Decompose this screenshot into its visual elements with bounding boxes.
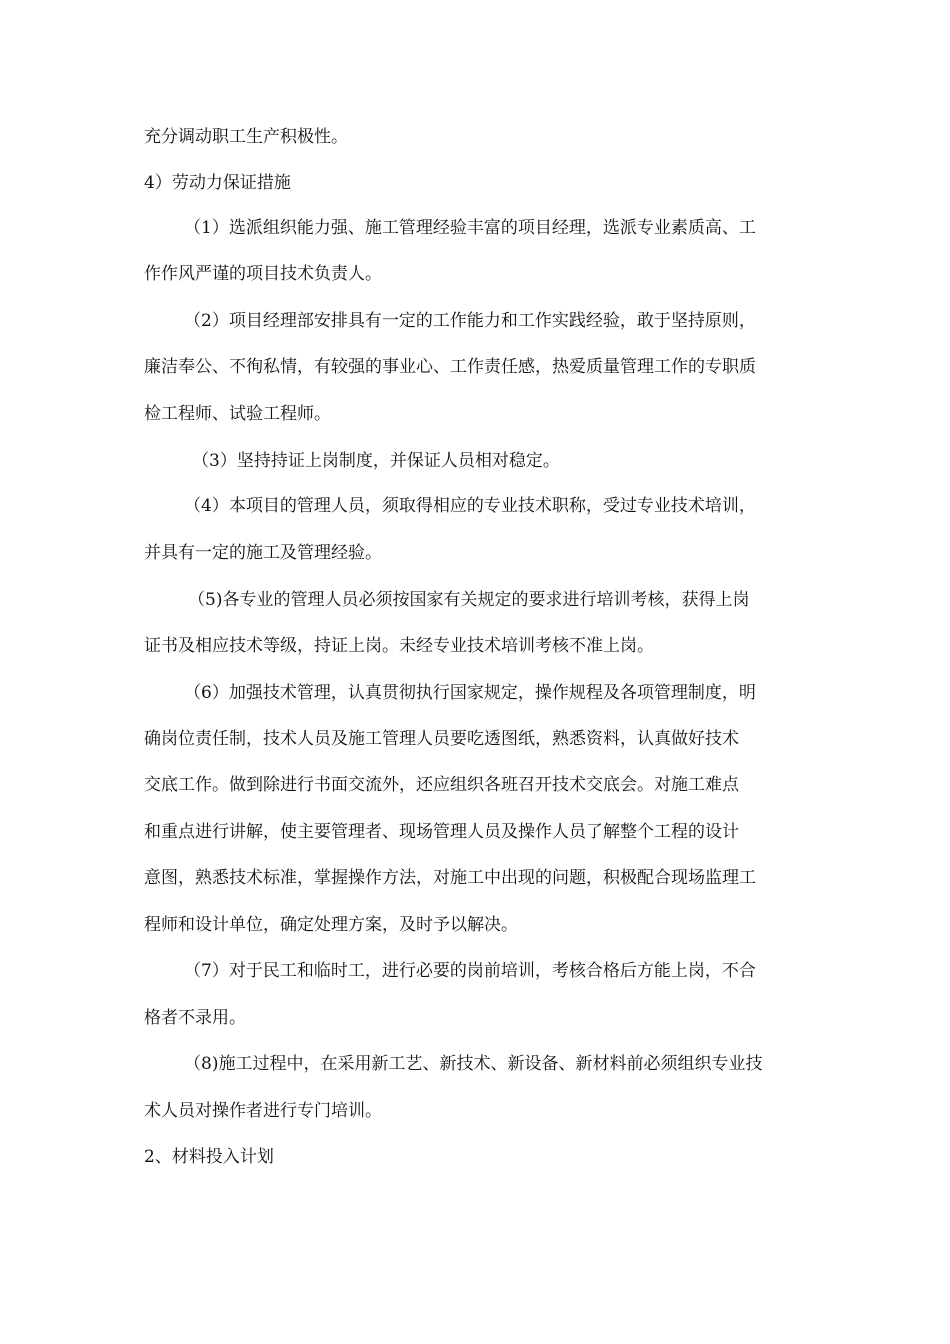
paragraph-line: 和重点进行讲解，使主要管理者、现场管理人员及操作人员了解整个工程的设计 — [144, 822, 739, 842]
paragraph-line: 并具有一定的施工及管理经验。 — [144, 543, 382, 563]
paragraph-line: （4）本项目的管理人员，须取得相应的专业技术职称，受过专业技术培训， — [184, 496, 756, 516]
paragraph-line: 证书及相应技术等级，持证上岗。未经专业技术培训考核不准上岗。 — [144, 636, 654, 656]
paragraph-line: 作作风严谨的项目技术负责人。 — [144, 264, 382, 284]
paragraph-line: （1）选派组织能力强、施工管理经验丰富的项目经理，选派专业素质高、工 — [184, 218, 756, 238]
paragraph-line: 程师和设计单位，确定处理方案，及时予以解决。 — [144, 915, 518, 935]
paragraph-line: 充分调动职工生产积极性。 — [144, 127, 348, 147]
paragraph-line: 廉洁奉公、不徇私情，有较强的事业心、工作责任感，热爱质量管理工作的专职质 — [144, 357, 756, 377]
section-heading: 2、材料投入计划 — [144, 1147, 274, 1167]
paragraph-line: （5)各专业的管理人员必须按国家有关规定的要求进行培训考核，获得上岗 — [188, 590, 750, 610]
paragraph-line: 确岗位责任制，技术人员及施工管理人员要吃透图纸，熟悉资料，认真做好技术 — [144, 729, 739, 749]
paragraph-line: 交底工作。做到除进行书面交流外，还应组织各班召开技术交底会。对施工难点 — [144, 775, 739, 795]
paragraph-line: 意图，熟悉技术标准，掌握操作方法，对施工中出现的问题，积极配合现场监理工 — [144, 868, 756, 888]
paragraph-line: （7）对于民工和临时工，进行必要的岗前培训，考核合格后方能上岗，不合 — [184, 961, 756, 981]
paragraph-line: 格者不录用。 — [144, 1008, 246, 1028]
paragraph-line: 术人员对操作者进行专门培训。 — [144, 1101, 382, 1121]
paragraph-line: （3）坚持持证上岗制度，并保证人员相对稳定。 — [192, 451, 560, 471]
paragraph-line: （2）项目经理部安排具有一定的工作能力和工作实践经验，敢于坚持原则， — [184, 311, 756, 331]
section-heading: 4）劳动力保证措施 — [144, 173, 291, 193]
paragraph-line: （6）加强技术管理，认真贯彻执行国家规定，操作规程及各项管理制度，明 — [184, 683, 756, 703]
paragraph-line: 检工程师、试验工程师。 — [144, 404, 331, 424]
paragraph-line: （8)施工过程中，在采用新工艺、新技术、新设备、新材料前必须组织专业技 — [184, 1054, 763, 1074]
